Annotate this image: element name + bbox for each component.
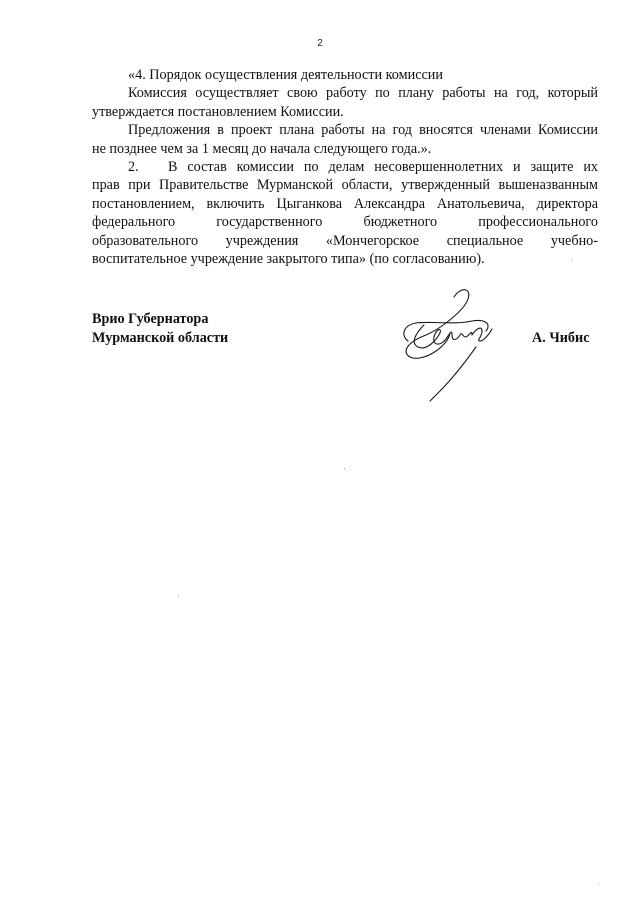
item-2-line-6: воспитательное учреждение закрытого типа» (по согласованию). — [92, 250, 485, 267]
page-number: 2 — [317, 38, 323, 49]
paragraph-2-line-2: не позднее чем за 1 месяц до начала следующего года.». — [92, 140, 432, 157]
scan-speck — [571, 260, 572, 261]
item-2-number: 2. — [128, 158, 139, 175]
document-body — [92, 66, 598, 268]
signatory-position — [92, 310, 228, 348]
paragraph-1-line-2: утверждается постановлением Комиссии. — [92, 103, 344, 120]
item-2-line-1 — [92, 158, 598, 176]
scan-speck — [344, 468, 345, 469]
item-2-text-1: В состав комиссии по делам несовершеннолетних и защите их — [168, 158, 598, 175]
section-heading: «4. Порядок осуществления деятельности комиссии — [128, 67, 443, 83]
item-2-line-3: постановлением, включить Цыганкова Александра Анатольевича, директора — [92, 195, 598, 212]
paragraph-2-line-1: Предложения в проект плана работы на год вносятся членами Комиссии — [128, 122, 598, 139]
paragraph-1-line-1: Комиссия осуществляет свою работу по плану работы на год, который — [128, 85, 598, 102]
signatory-name: А. Чибис — [532, 330, 590, 346]
item-2-line-5: образовательного учреждения «Мончегорское специальное учебно- — [92, 232, 598, 249]
scan-speck — [178, 595, 179, 596]
scan-speck — [598, 883, 599, 884]
signatory-position-line-1: Врио Губернатора — [92, 311, 209, 327]
signatory-position-line-2: Мурманской области — [92, 330, 229, 346]
handwritten-signature — [396, 285, 508, 403]
item-2-line-2: прав при Правительстве Мурманской области, утвержденный вышеназванным — [92, 177, 598, 194]
item-2-line-4: федерального государственного бюджетного профессионального — [92, 214, 598, 231]
